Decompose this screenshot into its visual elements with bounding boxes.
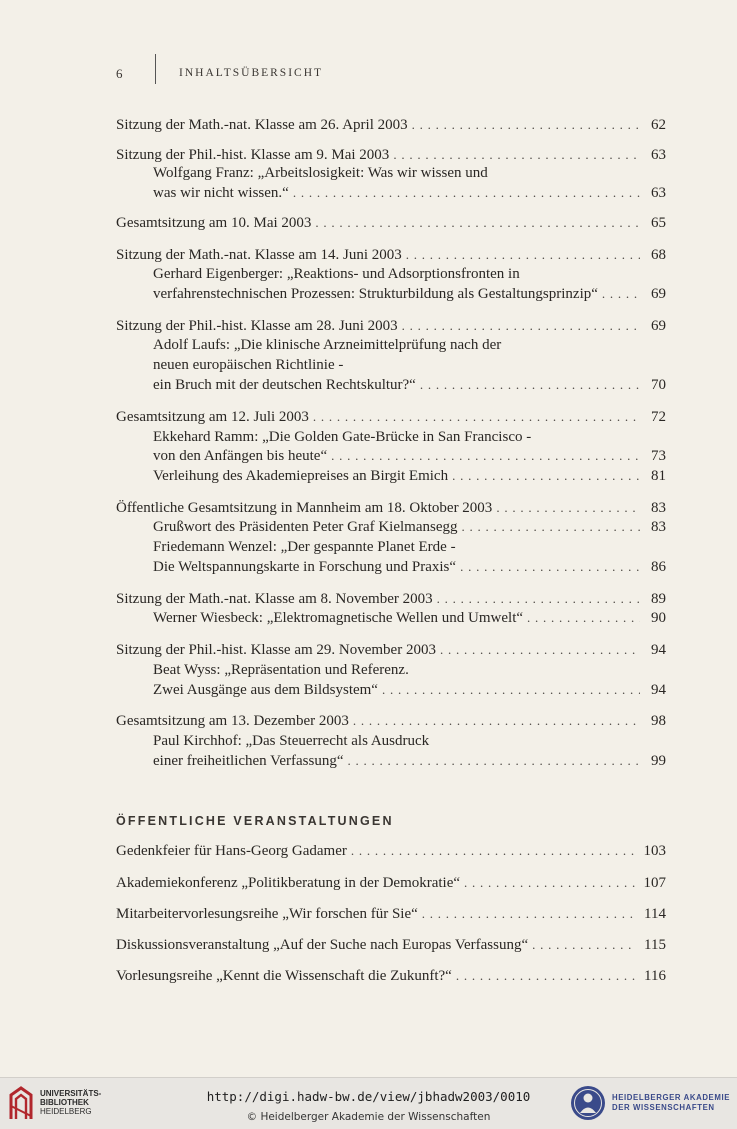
academy-seal-icon[interactable] [569,1084,607,1122]
toc-subentry-line: Ekkehard Ramm: „Die Golden Gate-Brücke in San Francisco - [153,429,532,445]
leader-dots [448,466,640,486]
toc-page-number: 94 [651,642,666,658]
leader-dots [433,589,640,609]
toc-page-number: 63 [651,185,666,201]
toc-page-number: 86 [651,559,666,575]
toc-page-number: 83 [651,500,666,516]
toc-subentry: ein Bruch mit der deutschen Rechtskultur?“ . . . 70 [153,375,666,395]
toc-entry: Mitarbeitervorlesungsreihe „Wir forschen für Sie“ . . . 114 [116,904,666,924]
toc-page-number: 62 [651,117,666,133]
running-title: INHALTSÜBERSICHT [179,67,324,79]
toc-page-number: 115 [644,937,666,953]
toc-subentry: Zwei Ausgänge aus dem Bildsystem“ . . . 94 [153,680,666,700]
toc-subentry-line: Gerhard Eigenberger: „Reaktions- und Adsorptionsfronten in [153,266,520,282]
toc-page-number: 81 [651,468,666,484]
toc-entry: Vorlesungsreihe „Kennt die Wissenschaft die Zukunft?“ . . . 116 [116,966,666,986]
leader-dots [458,517,641,537]
leader-dots [408,115,640,135]
copyright-notice: © Heidelberger Akademie der Wissenschaften [246,1111,491,1123]
toc-subentry: Die Weltspannungskarte in Forschung und Praxis“ . . . 86 [153,557,666,577]
leader-dots [460,873,635,893]
toc-entry: Gesamtsitzung am 12. Juli 2003 . . . 72 [116,407,666,427]
toc-page-number: 69 [651,286,666,302]
page-number: 6 [116,66,125,81]
leader-dots [402,245,640,265]
toc-page-number: 69 [651,318,666,334]
toc-subentry: Verleihung des Akademiepreises an Birgit Emich . . . 81 [153,466,666,486]
leader-dots [349,711,640,731]
leader-dots [492,498,640,518]
toc-subentry: was wir nicht wissen.“ . . . 63 [153,183,666,203]
toc-page-number: 70 [651,377,666,393]
toc-page-number: 72 [651,409,666,425]
leader-dots [398,316,640,336]
leader-dots [456,557,640,577]
toc-entry: Sitzung der Phil.-hist. Klasse am 28. Juni 2003 . . . 69 [116,316,666,336]
leader-dots [598,284,640,304]
academy-name: HEIDELBERGER AKADEMIE DER WISSENSCHAFTEN [612,1093,731,1112]
leader-dots [343,751,640,771]
toc-page-number: 107 [643,875,666,891]
toc-subentry: von den Anfängen bis heute“ . . . 73 [153,446,666,466]
toc-page-number: 94 [651,682,666,698]
leader-dots [452,966,636,986]
toc-subentry-line: neuen europäischen Richtlinie - [153,357,344,373]
leader-dots [327,446,640,466]
toc-page-number: 63 [651,147,666,163]
toc-subentry: Grußwort des Präsidenten Peter Graf Kielmansegg . . . 83 [153,517,666,537]
permalink-url[interactable]: http://digi.hadw-bw.de/view/jbhadw2003/0010 [206,1089,531,1104]
toc-page-number: 68 [651,247,666,263]
toc-subentry-line: Friedemann Wenzel: „Der gespannte Planet Erde - [153,539,456,555]
toc-subentry-line: Paul Kirchhof: „Das Steuerrecht als Ausdruck [153,733,430,749]
toc-subentry: verfahrenstechnischen Prozessen: Strukturbildung als Gestaltungsprinzip“ . . . 69 [153,284,666,304]
leader-dots [347,841,636,861]
header-divider [155,54,156,84]
section-heading: ÖFFENTLICHE VERANSTALTUNGEN [116,814,394,828]
toc-page-number: 103 [643,843,666,859]
viewer-footer [0,1077,737,1129]
toc-entry: Diskussionsveranstaltung „Auf der Suche nach Europas Verfassung“ . . . 115 [116,935,666,955]
toc-subentry: Werner Wiesbeck: „Elektromagnetische Wellen und Umwelt“ . . . 90 [153,608,666,628]
toc-page-number: 116 [644,968,666,984]
toc-entry: Sitzung der Math.-nat. Klasse am 8. November 2003 . . . 89 [116,589,666,609]
leader-dots [436,640,640,660]
toc-entry: Gesamtsitzung am 10. Mai 2003 . . . 65 [116,213,666,233]
toc-page-number: 83 [651,519,666,535]
toc-subentry-line: Beat Wyss: „Repräsentation und Referenz. [153,662,409,678]
toc-entry: Sitzung der Phil.-hist. Klasse am 9. Mai 2003 . . . 63 [116,145,666,165]
leader-dots [416,375,640,395]
toc-subentry-line: Wolfgang Franz: „Arbeitslosigkeit: Was wir wissen und [153,165,488,181]
toc-entry: Gesamtsitzung am 13. Dezember 2003 . . . 98 [116,711,666,731]
toc-page-number: 89 [651,591,666,607]
leader-dots [528,935,636,955]
toc-entry: Gedenkfeier für Hans-Georg Gadamer . . . 103 [116,841,666,861]
toc-page-number: 98 [651,713,666,729]
toc-page-number: 73 [651,448,666,464]
toc-entry: Öffentliche Gesamtsitzung in Mannheim am 18. Oktober 2003 . . . 83 [116,498,666,518]
toc-entry: Sitzung der Math.-nat. Klasse am 26. April 2003 . . . 62 [116,115,666,135]
toc-page-number: 90 [651,610,666,626]
toc-page-number: 99 [651,753,666,769]
toc-subentry: einer freiheitlichen Verfassung“ . . . 99 [153,751,666,771]
leader-dots [523,608,640,628]
toc-page-number: 114 [644,906,666,922]
leader-dots [289,183,640,203]
toc-page-number: 65 [651,215,666,231]
toc-entry: Sitzung der Math.-nat. Klasse am 14. Juni 2003 . . . 68 [116,245,666,265]
leader-dots [389,145,640,165]
library-name: UNIVERSITÄTS- BIBLIOTHEK HEIDELBERG [40,1089,102,1116]
toc-subentry-line: Adolf Laufs: „Die klinische Arzneimittelprüfung nach der [153,337,502,353]
leader-dots [311,213,640,233]
toc-entry: Akademiekonferenz „Politikberatung in der Demokratie“ . . . 107 [116,873,666,893]
leader-dots [309,407,640,427]
leader-dots [418,904,636,924]
toc-entry: Sitzung der Phil.-hist. Klasse am 29. November 2003 . . . 94 [116,640,666,660]
leader-dots [378,680,640,700]
